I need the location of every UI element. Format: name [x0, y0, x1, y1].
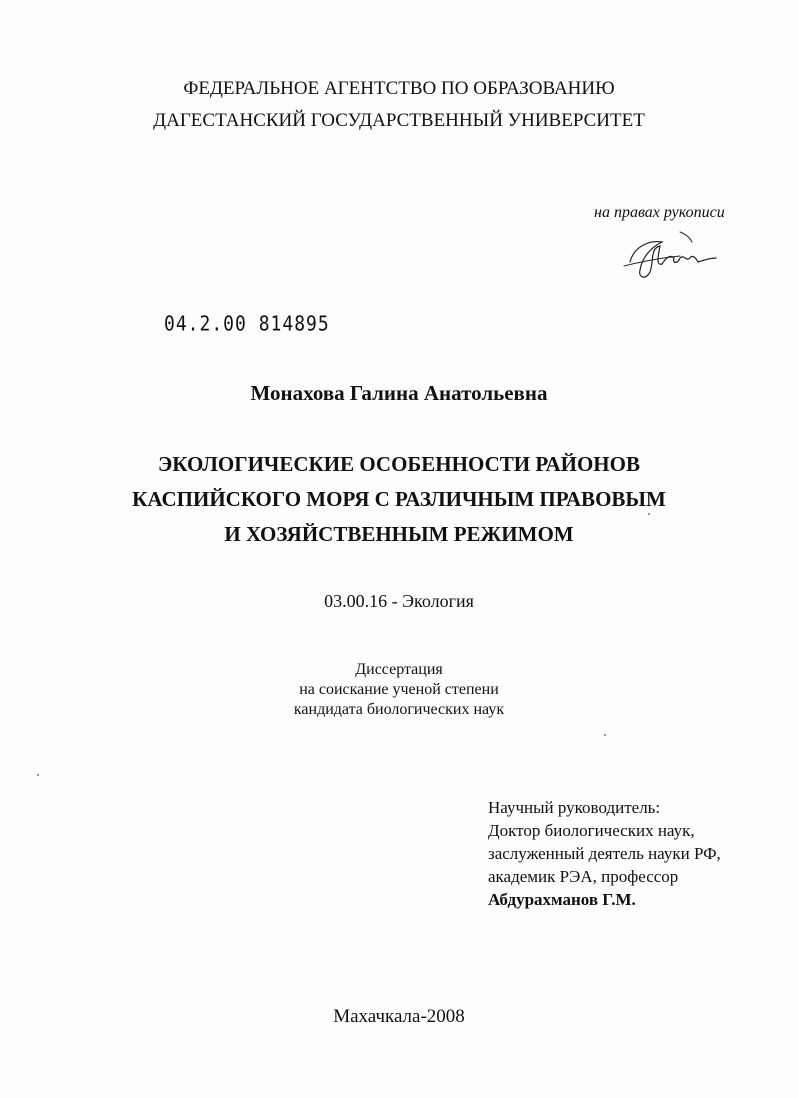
supervisor-position: академик РЭА, профессор	[488, 867, 679, 886]
supervisor-degree: Доктор биологических наук,	[488, 821, 695, 840]
supervisor-name: Абдурахманов Г.М.	[488, 890, 636, 909]
handwritten-signature-icon	[620, 228, 730, 284]
agency-name: ФЕДЕРАЛЬНОЕ АГЕНТСТВО ПО ОБРАЗОВАНИЮ	[183, 78, 615, 99]
dissertation-line: кандидата биологических наук	[293, 701, 505, 718]
supervisor-label: Научный руководитель:	[488, 798, 661, 817]
author-name: Монахова Галина Анатольевна	[250, 381, 548, 405]
scan-speck	[604, 734, 606, 736]
specialty-code: 03.00.16 - Экология	[324, 591, 474, 611]
supervisor-honor: заслуженный деятель науки РФ,	[488, 844, 721, 863]
scan-speck	[37, 774, 39, 776]
manuscript-note: на правах рукописи	[594, 204, 725, 221]
dissertation-line: на соискание ученой степени	[299, 681, 499, 698]
city-year: Махачкала-2008	[333, 1006, 465, 1027]
scan-speck	[648, 513, 650, 515]
title-line: ЭКОЛОГИЧЕСКИЕ ОСОБЕННОСТИ РАЙОНОВ	[158, 452, 640, 476]
registration-number: 04.2.00 814895	[164, 312, 330, 337]
supervisor-block	[488, 796, 721, 911]
title-line: И ХОЗЯЙСТВЕННЫМ РЕЖИМОМ	[224, 522, 574, 546]
title-line: КАСПИЙСКОГО МОРЯ С РАЗЛИЧНЫМ ПРАВОВЫМ	[132, 487, 666, 511]
university-name: ДАГЕСТАНСКИЙ ГОСУДАРСТВЕННЫЙ УНИВЕРСИТЕТ	[153, 110, 645, 131]
dissertation-line: Диссертация	[355, 661, 443, 678]
